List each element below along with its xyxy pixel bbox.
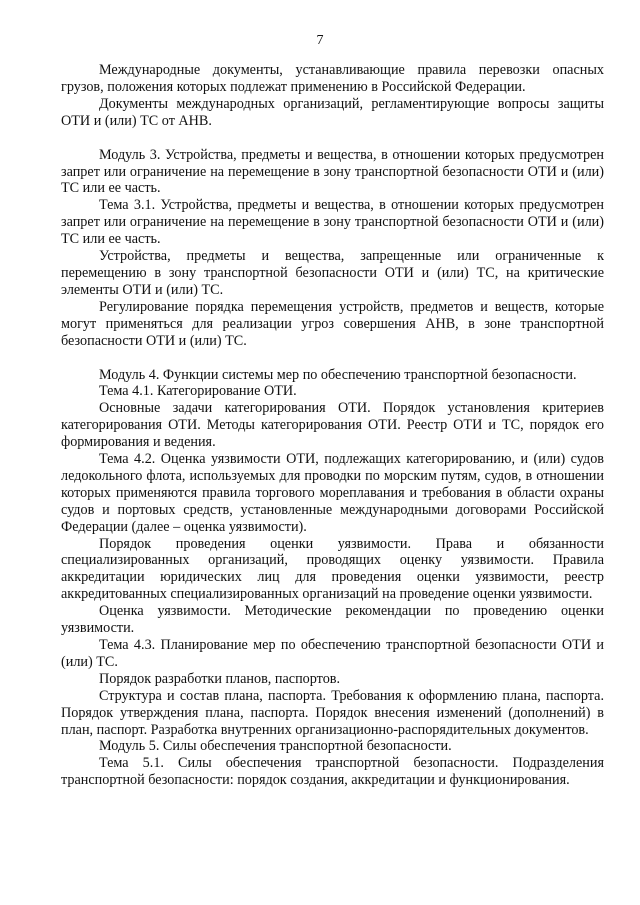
topic-4-2-heading: Тема 4.2. Оценка уязвимости ОТИ, подлежащих категорированию, и (или) судов ледокольного флота, используемых для проводки по морским путям, судов, в отношении которых применяются правила торгового мореплавания и требования в области охраны судов и портовых средств, установленные международными договорами Российской Федерации (далее – оценка уязвимости). bbox=[61, 451, 604, 535]
paragraph-plan-development: Порядок разработки планов, паспортов. bbox=[99, 670, 341, 687]
module-5-heading: Модуль 5. Силы обеспечения транспортной безопасности. bbox=[99, 738, 452, 755]
paragraph-intl-organizations: Документы международных организаций, регламентирующие вопросы защиты ОТИ и (или) ТС от АНВ. bbox=[61, 95, 604, 129]
paragraph-categorization-tasks: Основные задачи категорирования ОТИ. Порядок установления критериев категорирования ОТИ. Методы категорирования ОТИ. Реестр ОТИ и ТС, порядок его формирования и ведения. bbox=[61, 400, 604, 451]
paragraph-assessment-procedure: Порядок проведения оценки уязвимости. Права и обязанности специализированных организаций, проводящих оценку уязвимости. Правила аккредитации юридических лиц для проведения оценки уязвимости, реестр аккредитованных специализированных организаций на проведение оценки уязвимости. bbox=[61, 535, 604, 603]
topic-4-3-heading: Тема 4.3. Планирование мер по обеспечению транспортной безопасности ОТИ и (или) ТС. bbox=[61, 637, 604, 670]
module-4-heading: Модуль 4. Функции системы мер по обеспечению транспортной безопасности. bbox=[99, 366, 577, 383]
paragraph-intl-documents: Международные документы, устанавливающие правила перевозки опасных грузов, положения которых подлежат применению в Российской Федерации. bbox=[61, 62, 604, 95]
paragraph-movement-regulation: Регулирование порядка перемещения устройств, предметов и веществ, которые могут применяться для реализации угроз совершения АНВ, в зоне транспортной безопасности ОТИ и (или) ТС. bbox=[61, 298, 604, 349]
page-number: 7 bbox=[316, 33, 324, 48]
topic-4-1-heading: Тема 4.1. Категорирование ОТИ. bbox=[99, 383, 297, 400]
document-body bbox=[61, 62, 604, 789]
paragraph-prohibited-items: Устройства, предметы и вещества, запрещенные или ограниченные к перемещению в зону транспортной безопасности ОТИ и (или) ТС, на критические элементы ОТИ и (или) ТС. bbox=[61, 248, 604, 298]
section-gap bbox=[61, 130, 604, 147]
paragraph-plan-structure: Структура и состав плана, паспорта. Требования к оформлению плана, паспорта. Порядок утверждения плана, паспорта. Порядок внесения изменений (дополнений) в план, паспорт. Разработка внутренних организационно-распорядительных документов. bbox=[61, 687, 604, 738]
topic-5-1-heading: Тема 5.1. Силы обеспечения транспортной безопасности. Подразделения транспортной безопасности: порядок создания, аккредитации и функционирования. bbox=[61, 755, 604, 789]
module-3-heading: Модуль 3. Устройства, предметы и вещества, в отношении которых предусмотрен запрет или ограничение на перемещение в зону транспортной безопасности ОТИ и (или) ТС или ее часть. bbox=[61, 146, 604, 197]
paragraph-assessment-methodology: Оценка уязвимости. Методические рекомендации по проведению оценки уязвимости. bbox=[61, 603, 604, 637]
section-gap bbox=[61, 350, 604, 367]
topic-3-1-heading: Тема 3.1. Устройства, предметы и вещества, в отношении которых предусмотрен запрет или ограничение на перемещение в зону транспортной безопасности ОТИ и (или) ТС или ее часть. bbox=[61, 197, 604, 248]
